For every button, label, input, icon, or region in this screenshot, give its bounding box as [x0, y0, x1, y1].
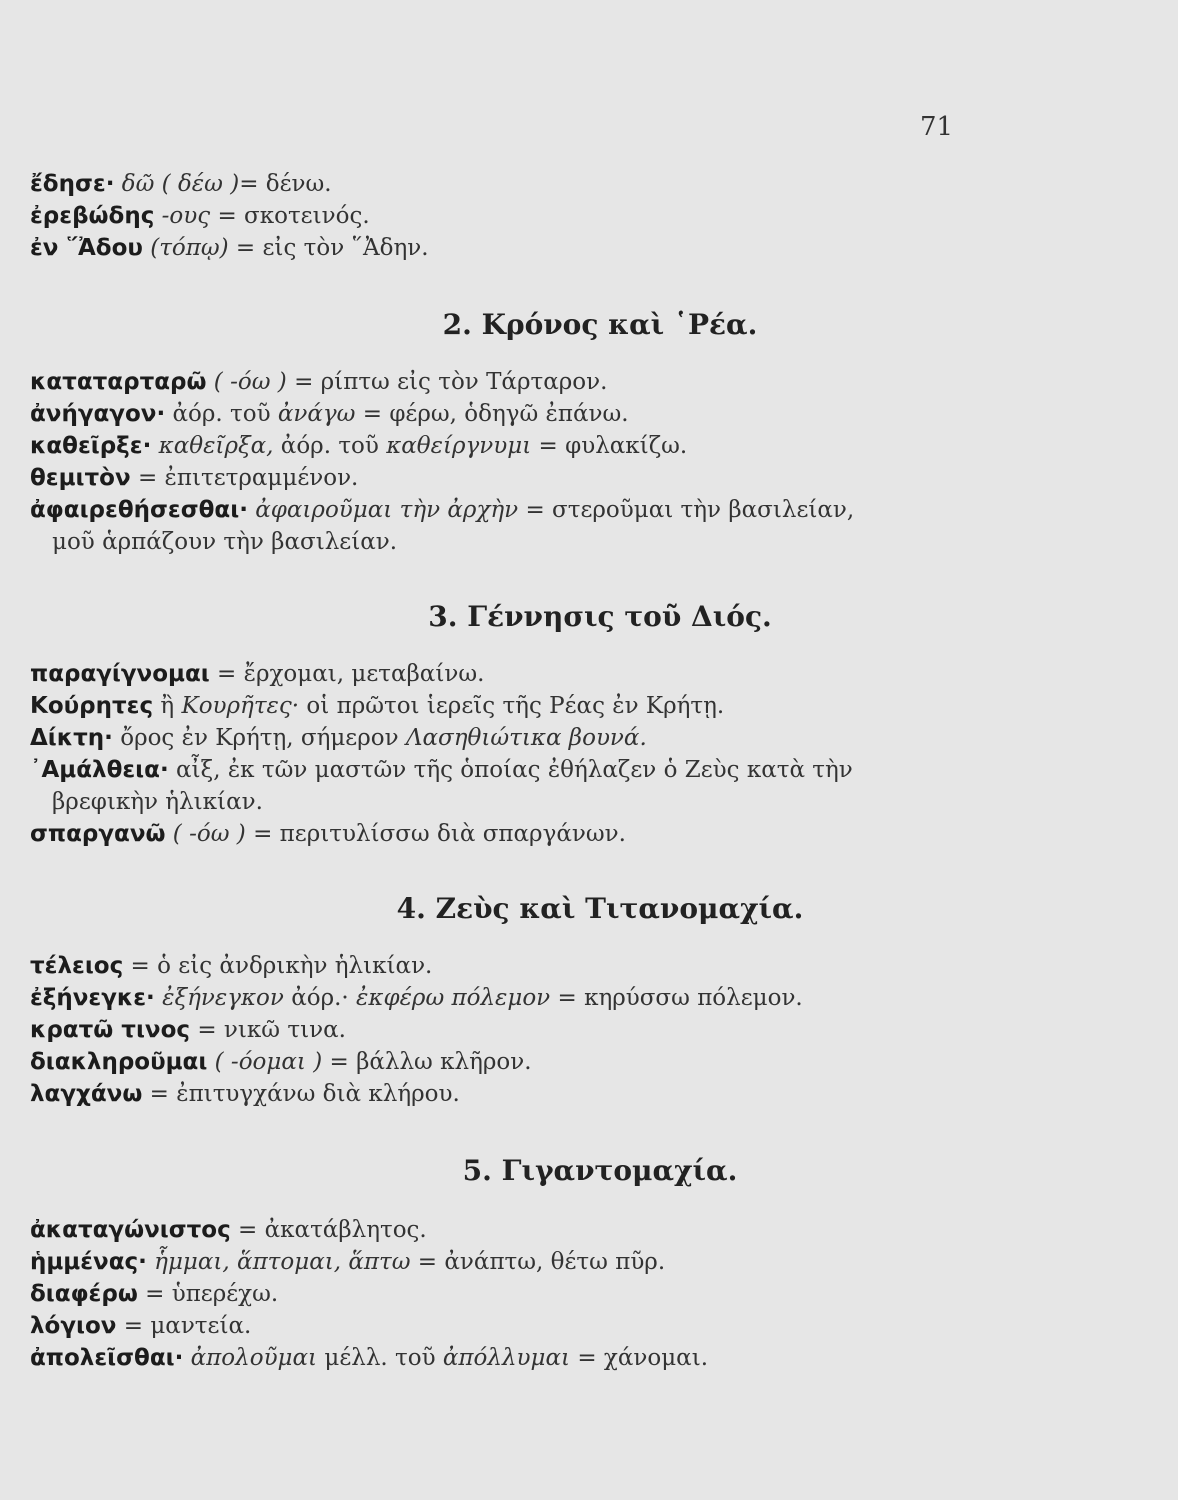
entry-definition-part: καθείργνυμι	[386, 433, 532, 459]
entry-headword: λόγιον	[30, 1313, 117, 1339]
entry-definition-part: ἀόρ. τοῦ	[273, 433, 387, 459]
entry-definition-part: = σκοτεινός.	[210, 203, 370, 229]
entry-headword: Κούρητες	[30, 693, 154, 719]
entry-definition-part: = ἔρχομαι, μεταβαίνω.	[209, 661, 485, 687]
section-title-4: 4. Ζεὺς καὶ Τιτανομαχία.	[396, 892, 804, 925]
entry-headword: καθεῖρξε·	[30, 433, 152, 459]
entry-headword: παραγίγνομαι	[30, 661, 210, 687]
entry-definition-part: καθεῖρξα,	[151, 433, 274, 459]
entry-definition-part: = νικῶ τινα.	[190, 1017, 346, 1043]
glossary-entry	[30, 430, 1140, 462]
entry-definition-part: = στεροῦμαι τὴν βασιλείαν,	[518, 497, 855, 523]
entry-definition-part: ( -όω )	[165, 821, 246, 847]
entry-headword: ἀκαταγώνιστος	[30, 1217, 231, 1243]
entry-headword: ἀφαιρεθήσεσθαι·	[30, 497, 248, 523]
entry-definition-part: μέλλ. τοῦ	[317, 1345, 443, 1371]
glossary-entry	[30, 818, 1140, 850]
entry-definition-part: δῶ ( δέω )	[114, 171, 240, 197]
entry-definition-part: Λασηθιώτικα βουνά.	[405, 725, 647, 751]
entry-definition-part: = ὑπερέχω.	[137, 1281, 279, 1307]
glossary-content	[30, 168, 1140, 1374]
entry-headword: ἐν ῞Ἀδου	[30, 235, 143, 261]
glossary-entry	[30, 494, 1140, 526]
glossary-entry	[30, 658, 1140, 690]
entry-headword: σπαργανῶ	[30, 821, 166, 847]
glossary-entry	[30, 982, 1140, 1014]
entry-definition-part: = εἰς τὸν ῞Ἀδην.	[228, 235, 429, 261]
entry-continuation: μοῦ ἁρπάζουν τὴν βασιλείαν.	[52, 529, 398, 555]
section-3	[30, 658, 1140, 850]
glossary-entry	[30, 1310, 1140, 1342]
glossary-entry	[30, 690, 1140, 722]
entry-definition-part: = ἐπιτετραμμένον.	[130, 465, 359, 491]
entry-definition-part: ἢ	[153, 693, 182, 719]
section-title-2: 2. Κρόνος καὶ ῾Ρέα.	[442, 308, 758, 341]
entry-definition-part: -ους	[154, 203, 211, 229]
entry-definition-part: ἀόρ. τοῦ	[165, 401, 278, 427]
entry-headword: ἀπολεῖσθαι·	[30, 1345, 184, 1371]
entry-headword: διαφέρω	[30, 1281, 138, 1307]
entry-definition-part: ἧμμαι, ἅπτομαι, ἅπτω	[146, 1249, 411, 1275]
entry-headword: Δίκτη·	[30, 725, 113, 751]
glossary-entry	[30, 1046, 1140, 1078]
entry-definition-part: = βάλλω κλῆρον.	[322, 1049, 532, 1075]
entry-headword: διακληροῦμαι	[30, 1049, 208, 1075]
entry-definition-part: = φέρω, ὁδηγῶ ἐπάνω.	[355, 401, 629, 427]
section-1	[30, 168, 1140, 264]
glossary-entry	[30, 366, 1140, 398]
section-2	[30, 366, 1140, 558]
entry-headword: τέλειος	[30, 953, 124, 979]
entry-headword: καταταρταρῶ	[30, 369, 207, 395]
entry-headword: ἐρεβώδης	[30, 203, 155, 229]
entry-definition-part: ὄρος ἐν Κρήτῃ, σήμερον	[112, 725, 406, 751]
glossary-entry	[30, 1342, 1140, 1374]
glossary-entry	[30, 1078, 1140, 1110]
entry-headword: λαγχάνω	[30, 1081, 143, 1107]
entry-definition-part: = κηρύσσω πόλεμον.	[550, 985, 803, 1011]
entry-headword: ἡμμένας·	[30, 1249, 147, 1275]
section-title-3: 3. Γέννησις τοῦ Διός.	[428, 600, 772, 633]
glossary-entry	[30, 232, 1140, 264]
entry-definition-part: ἀόρ.·	[283, 985, 357, 1011]
entry-definition-part: = μαντεία.	[116, 1313, 252, 1339]
section-5	[30, 1214, 1140, 1374]
entry-definition-part: ( -όομαι )	[207, 1049, 323, 1075]
entry-definition-part: ἀνάγω	[277, 401, 356, 427]
glossary-entry	[30, 722, 1140, 754]
entry-definition-part: = φυλακίζω.	[531, 433, 688, 459]
entry-definition-part: ἐκφέρω πόλεμον	[356, 985, 551, 1011]
entry-definition-part: (τόπῳ)	[142, 235, 229, 261]
entry-definition-part: οἱ πρῶτοι ἱερεῖς τῆς Ρέας ἐν Κρήτῃ.	[299, 693, 725, 719]
glossary-entry	[30, 754, 1140, 786]
glossary-entry	[30, 462, 1140, 494]
entry-definition-part: Κουρῆτες·	[181, 693, 300, 719]
entry-headword: ἐξήνεγκε·	[30, 985, 155, 1011]
entry-headword: ἀνήγαγον·	[30, 401, 166, 427]
glossary-entry	[30, 1246, 1140, 1278]
entry-continuation: βρεφικὴν ἡλικίαν.	[52, 789, 263, 815]
glossary-entry	[30, 168, 1140, 200]
glossary-entry	[30, 200, 1140, 232]
entry-definition-part: αἶξ, ἐκ τῶν μαστῶν τῆς ὁποίας ἐθήλαζεν ὁ Ζεὺς κατὰ τὴν	[168, 757, 853, 783]
entry-definition-part: ἐξήνεγκον	[154, 985, 284, 1011]
entry-definition-part: = ρίπτω εἰς τὸν Τάρταρον.	[286, 369, 608, 395]
entry-headword: ᾽Αμάλθεια·	[30, 757, 169, 783]
glossary-entry	[30, 950, 1140, 982]
entry-definition-part: = δένω.	[239, 171, 332, 197]
entry-headword: ἔδησε·	[30, 171, 115, 197]
entry-definition-part: ἀφαιροῦμαι τὴν ἀρχὴν	[247, 497, 519, 523]
entry-definition-part: = ἐπιτυγχάνω διὰ κλήρου.	[142, 1081, 460, 1107]
section-4	[30, 950, 1140, 1110]
entry-headword: κρατῶ τινος	[30, 1017, 191, 1043]
entry-definition-part: ( -όω )	[206, 369, 287, 395]
entry-definition-part: ἀπολοῦμαι	[183, 1345, 318, 1371]
glossary-entry	[30, 1014, 1140, 1046]
entry-definition-part: ἀπόλλυμαι	[442, 1345, 571, 1371]
glossary-entry	[30, 398, 1140, 430]
glossary-entry	[30, 1214, 1140, 1246]
entry-definition-part: = περιτυλίσσω διὰ σπαργάνων.	[245, 821, 626, 847]
glossary-entry	[30, 1278, 1140, 1310]
section-title-5: 5. Γιγαντομαχία.	[462, 1154, 738, 1187]
entry-definition-part: = ἀκατάβλητος.	[230, 1217, 427, 1243]
entry-definition-part: = ἀνάπτω, θέτω πῦρ.	[410, 1249, 666, 1275]
entry-headword: θεμιτὸν	[30, 465, 131, 491]
entry-definition-part: = ὁ εἰς ἀνδρικὴν ἡλικίαν.	[123, 953, 433, 979]
entry-definition-part: = χάνομαι.	[570, 1345, 709, 1371]
page-number: 71	[920, 112, 954, 142]
